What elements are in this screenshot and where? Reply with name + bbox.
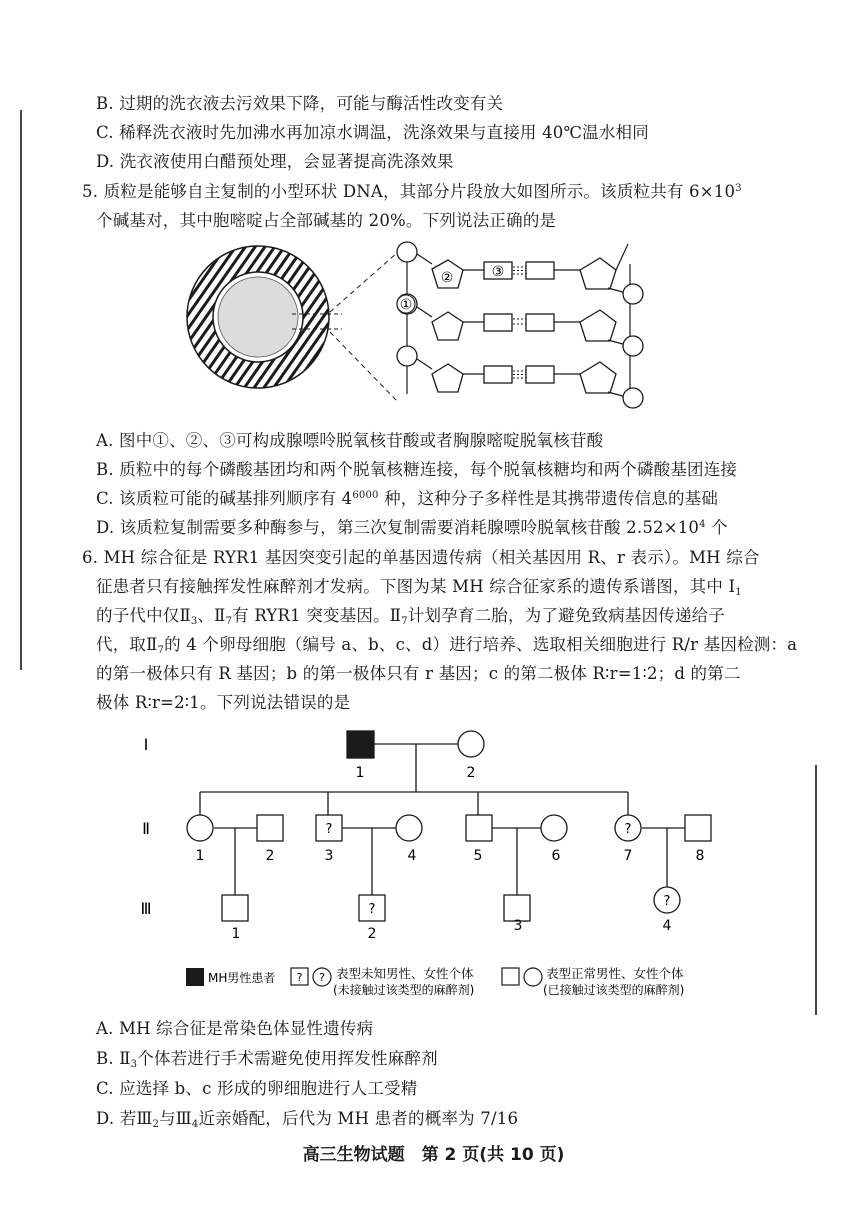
q6-option-c: C. 应选择 b、c 形成的卵细胞进行人工受精	[96, 1079, 418, 1098]
number-II-3: 3	[324, 848, 334, 864]
unknown-mark-III-4: ?	[663, 894, 671, 909]
pedigree-legend	[186, 966, 684, 997]
q6-option-b: B. $Ⅱ_3$个体若进行手术需避免使用挥发性麻醉剂	[96, 1049, 438, 1070]
legend-normal-text: 表型正常男性、女性个体	[546, 966, 684, 981]
generation-label-II: Ⅱ	[142, 819, 150, 838]
q6-stem-line5: 的第一极体只有 R 基因；b 的第一极体只有 r 基因；c 的第二极体 R∶r=1∶2；d 的第二	[96, 664, 741, 683]
number-II-6: 6	[551, 848, 561, 864]
individual-II-8	[685, 815, 711, 841]
label-1: ①	[399, 297, 413, 313]
q6-stem-line1: 6. MH 综合征是 RYR1 基因突变引起的单基因遗传病（相关基因用 R、r 表示）。MH 综合	[82, 548, 760, 567]
q4-option-d: D. 洗衣液使用白醋预处理，会显著提高洗涤效果	[96, 152, 454, 171]
q5-stem-line2: 个碱基对，其中胞嘧啶占全部碱基的 20%。下列说法正确的是	[96, 211, 557, 230]
q5-option-a: A. 图中①、②、③可构成腺嘌呤脱氧核苷酸或者胸腺嘧啶脱氧核苷酸	[96, 431, 604, 450]
q6-stem-line2: 征患者只有接触挥发性麻醉剂才发病。下图为某 MH 综合征家系的遗传系谱图，其中 $I_1$	[96, 577, 742, 598]
q5-option-b: B. 质粒中的每个磷酸基团均和两个脱氧核糖连接，每个脱氧核糖均和两个磷酸基团连接	[96, 460, 738, 479]
number-III-3: 3	[513, 918, 523, 934]
individual-II-2	[257, 815, 283, 841]
q5-option-d: D. 该质粒复制需要多种酶参与，第三次复制需要消耗腺嘌呤脱氧核苷酸 $2.52\times 10^4$ 个	[96, 518, 728, 537]
nucleotide-pair-2	[397, 294, 643, 356]
legend-unknown-note: (未接触过该类型的麻醉剂)	[333, 983, 475, 997]
label-2: ②	[440, 270, 454, 286]
individual-II-6	[541, 815, 567, 841]
legend-unknown-text: 表型未知男性、女性个体	[336, 966, 474, 981]
q6-option-a: A. MH 综合征是常染色体显性遗传病	[96, 1019, 374, 1038]
q6-stem-line6: 极体 R∶r=2∶1。下列说法错误的是	[96, 693, 351, 712]
plasmid-ring	[187, 246, 329, 388]
unknown-mark-II-3: ?	[325, 822, 333, 837]
legend-affected-male: MH男性患者	[208, 971, 276, 985]
generation-label-III: Ⅲ	[140, 899, 152, 918]
unknown-mark-II-7: ?	[624, 822, 632, 837]
unknown-mark-III-2: ?	[368, 902, 376, 917]
individual-II-5	[466, 815, 492, 841]
individual-III-1	[222, 895, 248, 921]
q4-option-c: C. 稀释洗衣液时先加沸水再加凉水调温，洗涤效果与直接用 40℃温水相同	[96, 123, 649, 142]
nucleotide-pair-3	[397, 346, 643, 408]
pedigree-chart	[0, 720, 867, 1010]
number-III-1: 1	[231, 926, 241, 942]
individual-I-1	[347, 731, 374, 758]
number-II-2: 2	[265, 848, 275, 864]
individual-I-2	[458, 731, 484, 757]
q6-stem-line3: 的子代中仅$Ⅱ_3$、$Ⅱ_7$有 RYR1 突变基因。$Ⅱ_7$计划孕育二胎，为了避免致病基因传递给子	[96, 606, 726, 627]
legend-unknown-female-mark: ?	[319, 971, 325, 984]
generation-label-I: I	[143, 735, 149, 754]
q6-stem-line4: 代，取$Ⅱ_7$的 4 个卵母细胞（编号 a、b、c、d）进行培养、选取相关细胞进行 R/r 基因检测：a	[96, 635, 798, 656]
number-I-2: 2	[466, 765, 476, 781]
individual-II-4	[396, 815, 422, 841]
legend-unknown-male-mark: ?	[296, 971, 303, 984]
individual-II-1	[187, 815, 213, 841]
q6-option-d: D. 若$Ⅲ_2$与$Ⅲ_4$近亲婚配，后代为 MH 患者的概率为 7/16	[96, 1109, 519, 1130]
nucleotide-pair-1	[397, 242, 643, 304]
number-I-1: 1	[355, 765, 365, 781]
legend-normal-note: (已接触过该类型的麻醉剂)	[543, 983, 685, 997]
q5-option-c: C. 该质粒可能的碱基排列顺序有 $4^{6000}$ 种，这种分子多样性是其携带遗传信息的基础	[96, 489, 719, 508]
q5-stem-line1: 5. 质粒是能够自主复制的小型环状 DNA，其部分片段放大如图所示。该质粒共有 $6\times 10^3$	[82, 182, 742, 201]
number-II-4: 4	[407, 848, 417, 864]
number-II-5: 5	[473, 848, 483, 864]
number-III-4: 4	[662, 918, 672, 934]
number-II-7: 7	[623, 848, 633, 864]
q4-option-b: B. 过期的洗衣液去污效果下降，可能与酶活性改变有关	[96, 94, 504, 113]
page-footer: 高三生物试题 第 2 页(共 10 页)	[302, 1145, 565, 1165]
number-II-8: 8	[695, 848, 705, 864]
number-II-1: 1	[195, 848, 205, 864]
plasmid-dna-figure	[0, 232, 867, 422]
label-3: ③	[491, 264, 505, 280]
number-III-2: 2	[367, 926, 377, 942]
